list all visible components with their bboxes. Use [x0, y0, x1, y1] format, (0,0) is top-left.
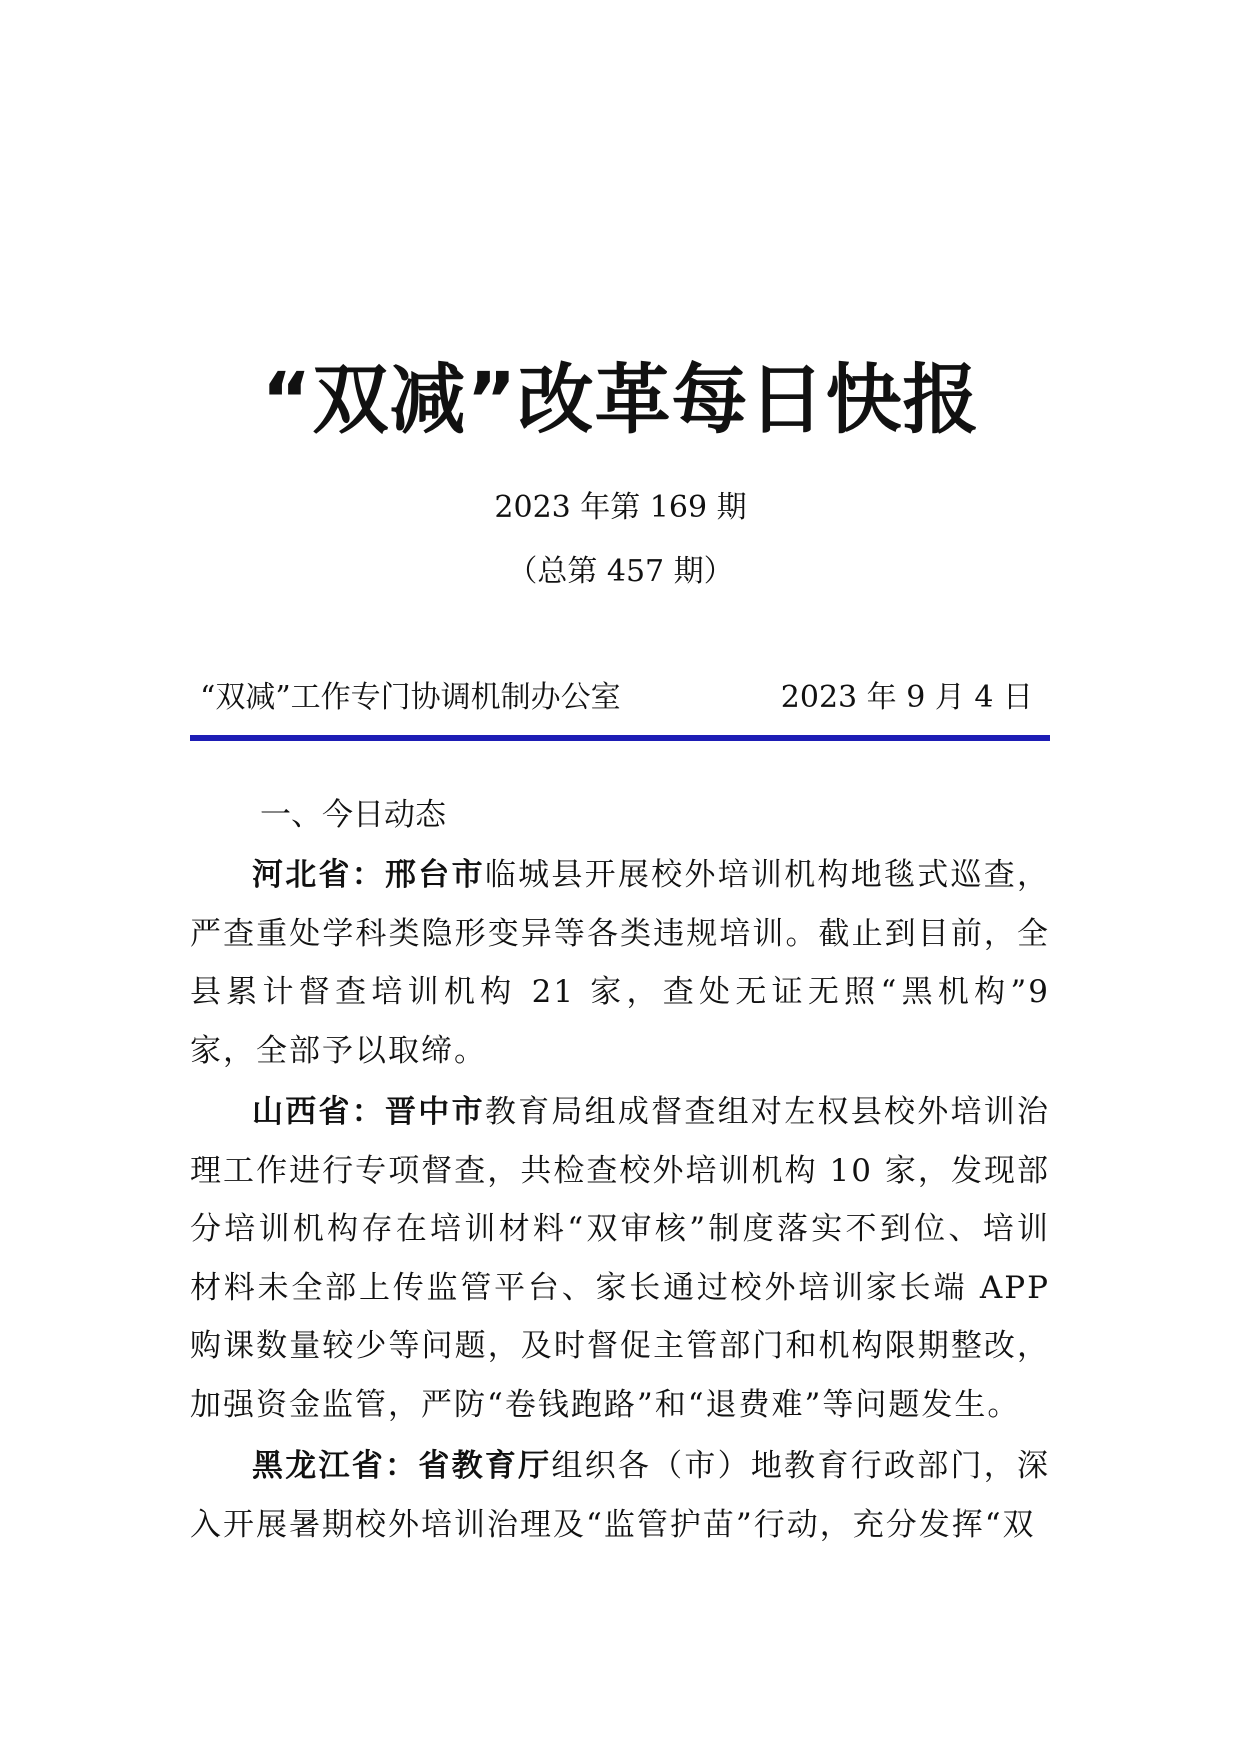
paragraph-shanxi — [190, 1083, 1050, 1434]
city-label: 晋中市 — [385, 1094, 485, 1130]
masthead — [0, 676, 1241, 720]
total-issue-number: （总第 457 期） — [507, 554, 734, 589]
paragraph-hebei — [190, 846, 1050, 1080]
report-body — [190, 846, 1050, 1557]
paragraph-text: 临城县开展校外培训机构地毯式巡查，严查重处学科类隐形变异等各类违规培训。截止到目前，全县累计督查培训机构 21 家，查处无证无照“黑机构”9 家，全部予以取缔。 — [190, 857, 1051, 1069]
issue-number: 2023 年第 169 期 — [494, 490, 747, 525]
publication-date: 2023 年 9 月 4 日 — [780, 680, 1033, 715]
region-label: 河北省： — [252, 857, 386, 893]
region-label: 山西省： — [252, 1094, 386, 1130]
issuing-office: “双减”工作专门协调机制办公室 — [200, 680, 621, 715]
section-heading: 一、今日动态 — [260, 797, 446, 833]
header-divider — [190, 735, 1050, 741]
city-label: 邢台市 — [385, 857, 485, 893]
paragraph-heilongjiang — [190, 1437, 1050, 1554]
paragraph-text: 组织各（市）地教育行政部门，深入开展暑期校外培训治理及“监管护苗”行动，充分发挥“双 — [190, 1448, 1051, 1543]
paragraph-text: 教育局组成督查组对左权县校外培训治理工作进行专项督查，共检查校外培训机构 10 家，发现部分培训机构存在培训材料“双审核”制度落实不到位、培训材料未全部上传监管平台、家长通过校外培训家长端 APP 购课数量较少等问题，及时督促主管部门和机构限期整改，加强资金监管，严防“卷钱跑路”和“退费难”等问题发生。 — [190, 1094, 1051, 1423]
document-title: “双减”改革每日快报 — [261, 355, 980, 444]
region-label: 黑龙江省： — [252, 1448, 419, 1484]
city-label: 省教育厅 — [418, 1448, 552, 1484]
